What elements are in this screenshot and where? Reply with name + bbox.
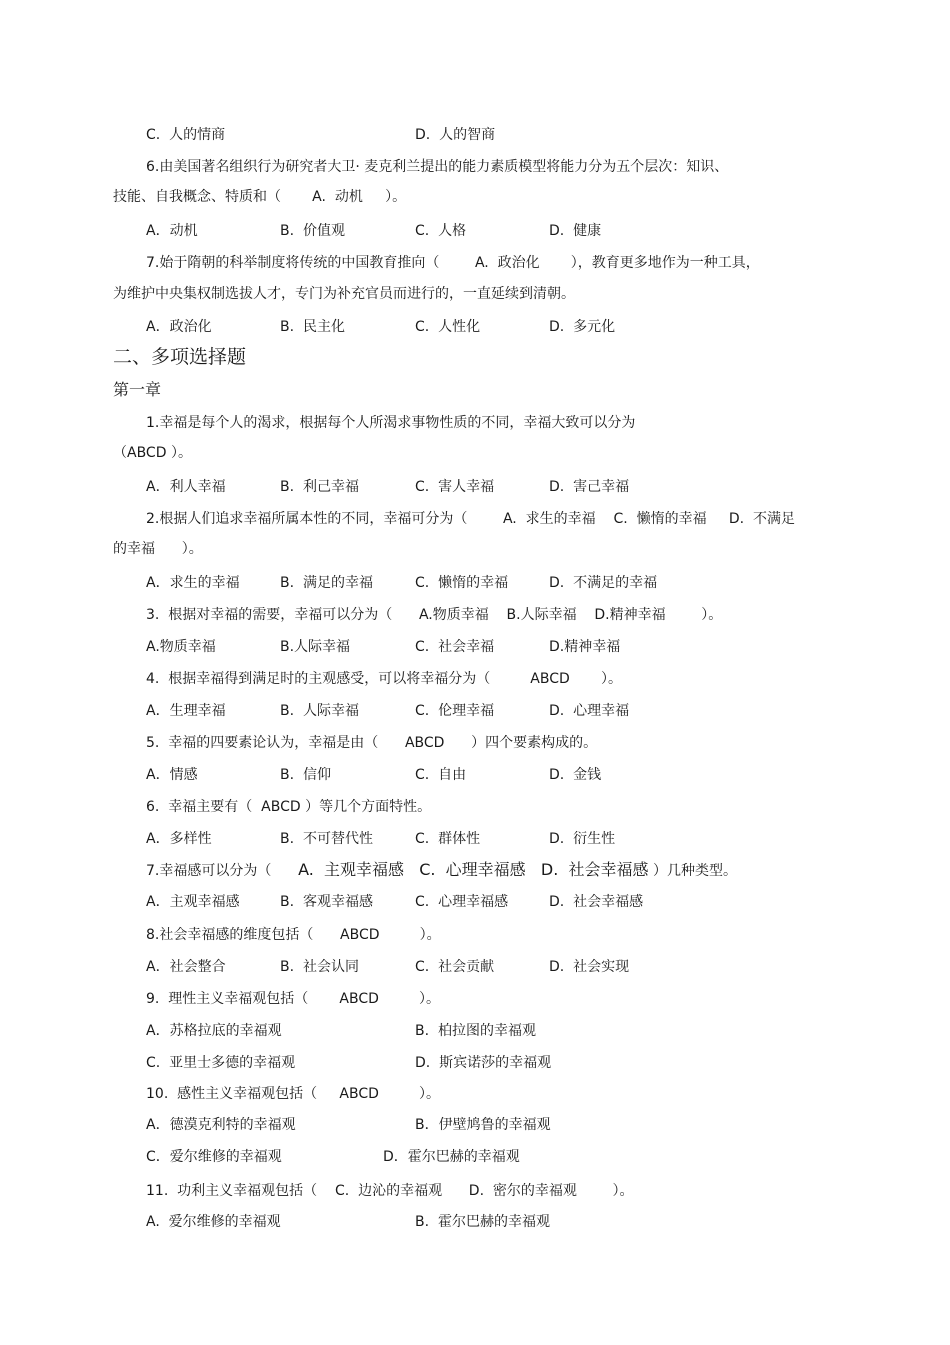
mq-2-line-2: 的幸福 ）。	[113, 541, 203, 557]
mq-6-line-1: 6. 幸福主要有（ ABCD ）等几个方面特性。	[146, 799, 432, 815]
q6-option-c: C. 人格	[415, 223, 467, 239]
m5-option-a: A．情感	[146, 767, 198, 783]
m6-option-c: C. 群体性	[415, 831, 481, 847]
m11-option-a: A. 爱尔维修的幸福观	[146, 1214, 281, 1230]
m4-option-d: D. 心理幸福	[549, 703, 630, 719]
mq-1-line-2: （ABCD ）。	[113, 445, 192, 461]
q6-option-a: A．动机	[146, 223, 198, 239]
q7-option-c: C. 人性化	[415, 319, 481, 335]
m10-option-d: D．霍尔巴赫的幸福观	[383, 1149, 520, 1165]
m7-option-d: D. 社会幸福感	[549, 894, 644, 910]
m4-option-b: B. 人际幸福	[280, 703, 359, 719]
m2-option-b: B. 满足的幸福	[280, 575, 373, 591]
q6-option-b: B. 价值观	[280, 223, 345, 239]
q7-option-d: D. 多元化	[549, 319, 616, 335]
m11-option-b: B. 霍尔巴赫的幸福观	[415, 1214, 550, 1230]
m7-option-c: C. 心理幸福感	[415, 894, 509, 910]
m8-option-b: B. 社会认同	[280, 959, 359, 975]
q6-option-d: D. 健康	[549, 223, 602, 239]
m3-option-d: D.精神幸福	[549, 639, 621, 655]
mq-7-prefix: 7.幸福感可以分为（	[146, 863, 299, 879]
m2-option-a: A．求生的幸福	[146, 575, 240, 591]
question-6-line-1: 6.由美国著名组织行为研究者大卫· 麦克利兰提出的能力素质模型将能力分为五个层次：知识、	[146, 159, 729, 175]
mq-7-line-1	[146, 861, 737, 880]
q7-option-a: A．政治化	[146, 319, 212, 335]
mq-2-line-1: 2.根据人们追求幸福所属本性的不同，幸福可分为（ A. 求生的幸福 C. 懒惰的幸福 D. 不满足	[146, 511, 795, 527]
m5-option-c: C. 自由	[415, 767, 467, 783]
mq-4-line-1: 4. 根据幸福得到满足时的主观感受，可以将幸福分为（ ABCD ）。	[146, 671, 622, 687]
chapter-heading: 第一章	[113, 380, 162, 399]
question-7-line-1: 7.始于隋朝的科举制度将传统的中国教育推向（ A. 政治化 ），教育更多地作为一种工具，	[146, 255, 760, 271]
mq-7-suffix: ）几种类型。	[648, 863, 737, 879]
m8-option-a: A．社会整合	[146, 959, 226, 975]
m8-option-c: C. 社会贡献	[415, 959, 495, 975]
m9-option-a: A．苏格拉底的幸福观	[146, 1023, 282, 1039]
m3-option-b: B.人际幸福	[280, 639, 351, 655]
m4-option-a: A．生理幸福	[146, 703, 226, 719]
m6-option-b: B. 不可替代性	[280, 831, 373, 847]
m2-option-c: C. 懒惰的幸福	[415, 575, 509, 591]
m7-option-a: A．主观幸福感	[146, 894, 240, 910]
mq-1-line-1: 1.幸福是每个人的渴求，根据每个人所渴求事物性质的不同，幸福大致可以分为	[146, 415, 636, 431]
m9-option-d: D. 斯宾诺莎的幸福观	[415, 1055, 552, 1071]
m10-option-a: A．德漠克利特的幸福观	[146, 1117, 296, 1133]
m9-option-b: B. 柏拉图的幸福观	[415, 1023, 536, 1039]
m6-option-a: A．多样性	[146, 831, 212, 847]
mq-5-line-1: 5. 幸福的四要素论认为，幸福是由（ ABCD ）四个要素构成的。	[146, 735, 598, 751]
m5-option-b: B. 信仰	[280, 767, 331, 783]
option-d: D. 人的智商	[415, 127, 496, 143]
mq-7-answer: A. 主观幸福感 C. 心理幸福感 D. 社会幸福感	[298, 860, 649, 879]
mq-10-line-1: 10. 感性主义幸福观包括（ ABCD ）。	[146, 1086, 440, 1102]
question-7-line-2: 为维护中央集权制选拔人才，专门为补充官员而进行的，一直延续到清朝。	[113, 286, 575, 302]
mq-3-line-1: 3. 根据对幸福的需要，幸福可以分为（ A.物质幸福 B.人际幸福 D.精神幸福 ）。	[146, 607, 723, 623]
m4-option-c: C. 伦理幸福	[415, 703, 495, 719]
m10-option-b: B．伊壁鸠鲁的幸福观	[415, 1117, 551, 1133]
question-6-line-2: 技能、自我概念、特质和（ A. 动机 ）。	[113, 189, 407, 205]
m2-option-d: D. 不满足的幸福	[549, 575, 658, 591]
q7-option-b: B. 民主化	[280, 319, 345, 335]
m1-option-a: A．利人幸福	[146, 479, 226, 495]
m7-option-b: B. 客观幸福感	[280, 894, 373, 910]
mq-9-line-1: 9. 理性主义幸福观包括（ ABCD ）。	[146, 991, 440, 1007]
mq-11-line-1: 11. 功利主义幸福观包括（ C. 边沁的幸福观 D. 密尔的幸福观 ）。	[146, 1183, 634, 1199]
m8-option-d: D. 社会实现	[549, 959, 630, 975]
option-c: C. 人的情商	[146, 127, 226, 143]
section-heading: 二、多项选择题	[113, 346, 247, 368]
m1-option-c: C. 害人幸福	[415, 479, 495, 495]
mq-8-line-1: 8.社会幸福感的维度包括（ ABCD ）。	[146, 927, 441, 943]
m3-option-c: C. 社会幸福	[415, 639, 495, 655]
m9-option-c: C. 亚里士多德的幸福观	[146, 1055, 296, 1071]
m1-option-b: B. 利己幸福	[280, 479, 359, 495]
m5-option-d: D. 金钱	[549, 767, 602, 783]
m6-option-d: D. 衍生性	[549, 831, 616, 847]
m3-option-a: A.物质幸福	[146, 639, 216, 655]
m10-option-c: C．爱尔维修的幸福观	[146, 1149, 282, 1165]
m1-option-d: D. 害己幸福	[549, 479, 630, 495]
